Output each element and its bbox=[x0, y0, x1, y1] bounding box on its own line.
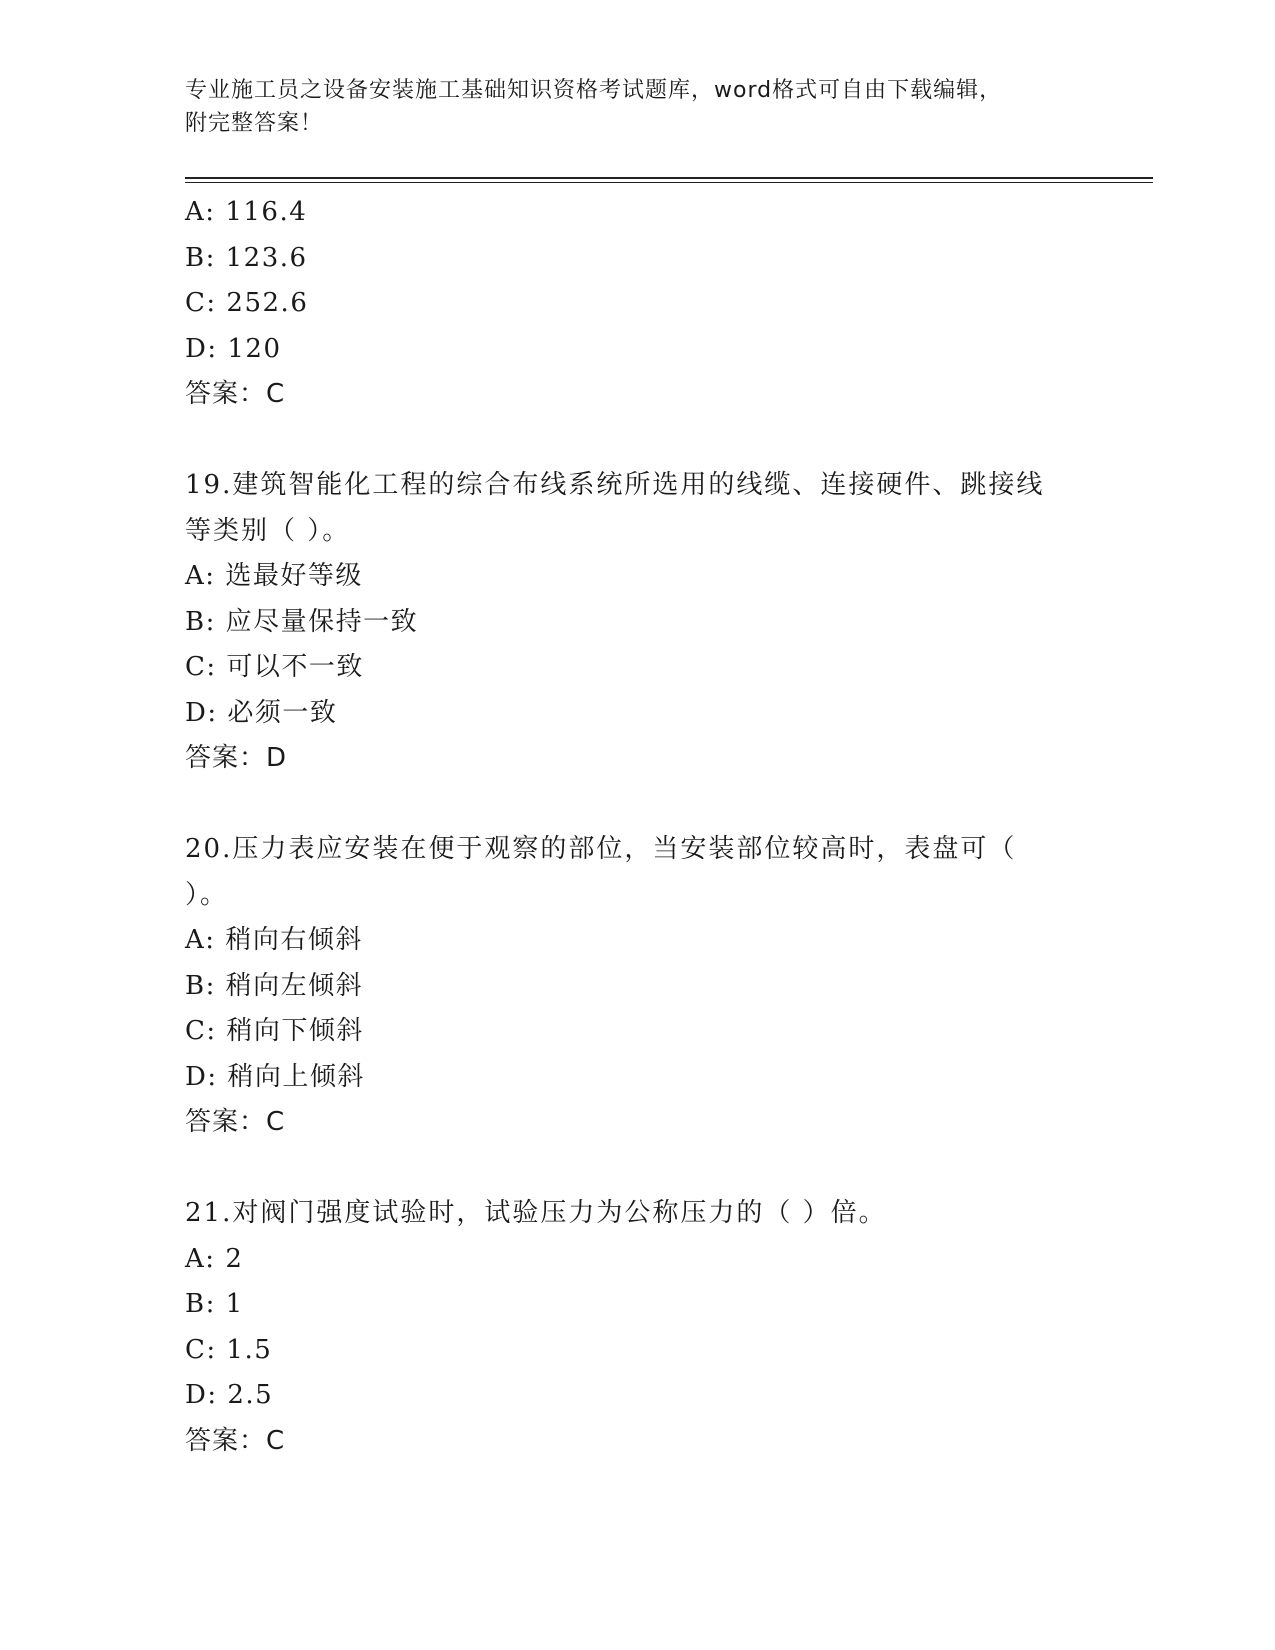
option-text: 2 bbox=[225, 1243, 244, 1274]
option-a bbox=[185, 1237, 1085, 1283]
option-label: C: bbox=[185, 1016, 217, 1046]
option-text: 120 bbox=[227, 333, 282, 364]
option-label: D: bbox=[185, 697, 218, 728]
header-line-1: 专业施工员之设备安装施工基础知识资格考试题库，word格式可自由下载编辑， bbox=[185, 78, 1003, 103]
answer-line bbox=[185, 736, 1085, 782]
spacer bbox=[185, 1146, 1085, 1192]
option-label: A: bbox=[185, 561, 216, 591]
question-list bbox=[185, 190, 1085, 1464]
question-text: 等类别（ ）。 bbox=[185, 515, 351, 546]
option-a bbox=[185, 554, 1085, 600]
option-text: 1.5 bbox=[226, 1334, 273, 1365]
answer-line bbox=[185, 372, 1085, 418]
answer-line bbox=[185, 1100, 1085, 1146]
option-label: B: bbox=[185, 242, 216, 273]
option-c bbox=[185, 645, 1085, 691]
option-text: 2.5 bbox=[227, 1380, 274, 1410]
question-number: 19. bbox=[185, 470, 233, 500]
answer-value: C bbox=[266, 379, 286, 409]
option-label: A: bbox=[185, 925, 216, 955]
option-text: 252.6 bbox=[226, 288, 309, 318]
option-label: A: bbox=[185, 197, 216, 227]
option-b bbox=[185, 964, 1085, 1010]
question-stem bbox=[185, 1191, 1085, 1237]
option-text: 稍向左倾斜 bbox=[225, 970, 364, 1001]
option-label: C: bbox=[185, 1334, 217, 1365]
option-c bbox=[185, 1328, 1085, 1374]
answer-value: C bbox=[266, 1107, 286, 1137]
option-b bbox=[185, 1282, 1085, 1328]
answer-label: 答案： bbox=[185, 1425, 267, 1456]
document-header bbox=[185, 74, 1085, 140]
option-text: 123.6 bbox=[225, 242, 308, 273]
option-label: D: bbox=[185, 1380, 218, 1410]
option-text: 选最好等级 bbox=[225, 561, 363, 591]
question-text: 建筑智能化工程的综合布线系统所选用的线缆、连接硬件、跳接线 bbox=[232, 470, 1045, 500]
question-stem bbox=[185, 827, 1085, 873]
question-number: 20. bbox=[185, 834, 233, 864]
option-a bbox=[185, 918, 1085, 964]
question-stem bbox=[185, 463, 1085, 509]
option-text: 116.4 bbox=[225, 197, 308, 227]
question-19 bbox=[185, 463, 1085, 782]
option-label: C: bbox=[185, 288, 217, 318]
option-label: B: bbox=[185, 970, 216, 1001]
option-text: 稍向右倾斜 bbox=[225, 925, 363, 955]
option-text: 应尽量保持一致 bbox=[225, 606, 419, 637]
option-b bbox=[185, 236, 1085, 282]
answer-value: C bbox=[266, 1425, 286, 1456]
option-label: D: bbox=[185, 1061, 218, 1092]
option-label: B: bbox=[185, 606, 216, 637]
question-20 bbox=[185, 827, 1085, 1146]
question-text: 压力表应安装在便于观察的部位，当安装部位较高时，表盘可（ bbox=[232, 834, 1017, 864]
answer-label: 答案： bbox=[185, 743, 267, 773]
option-d bbox=[185, 1373, 1085, 1419]
option-text: 稍向下倾斜 bbox=[226, 1016, 364, 1046]
option-b bbox=[185, 600, 1085, 646]
question-text: ）。 bbox=[185, 879, 229, 910]
option-a bbox=[185, 190, 1085, 236]
question-18 bbox=[185, 190, 1085, 418]
answer-value: D bbox=[266, 743, 288, 773]
answer-label: 答案： bbox=[185, 379, 267, 409]
option-text: 必须一致 bbox=[227, 697, 338, 728]
answer-line bbox=[185, 1419, 1085, 1465]
answer-label: 答案： bbox=[185, 1107, 267, 1137]
option-label: A: bbox=[185, 1243, 216, 1274]
spacer bbox=[185, 418, 1085, 464]
header-rule-bottom bbox=[185, 182, 1153, 183]
spacer bbox=[185, 782, 1085, 828]
option-d bbox=[185, 691, 1085, 737]
option-label: B: bbox=[185, 1289, 216, 1319]
option-label: D: bbox=[185, 333, 218, 364]
header-rule-top bbox=[185, 177, 1153, 179]
option-label: C: bbox=[185, 652, 217, 682]
question-21 bbox=[185, 1191, 1085, 1464]
question-number: 21. bbox=[185, 1198, 233, 1228]
option-text: 可以不一致 bbox=[226, 652, 364, 682]
option-text: 稍向上倾斜 bbox=[227, 1061, 365, 1092]
option-c bbox=[185, 281, 1085, 327]
option-d bbox=[185, 327, 1085, 373]
option-d bbox=[185, 1055, 1085, 1101]
question-stem-cont bbox=[185, 873, 1085, 919]
option-c bbox=[185, 1009, 1085, 1055]
question-stem-cont bbox=[185, 509, 1085, 555]
question-text: 对阀门强度试验时，试验压力为公称压力的（ ）倍。 bbox=[232, 1198, 887, 1228]
header-line-2: 附完整答案！ bbox=[185, 111, 324, 136]
option-text: 1 bbox=[225, 1289, 244, 1319]
